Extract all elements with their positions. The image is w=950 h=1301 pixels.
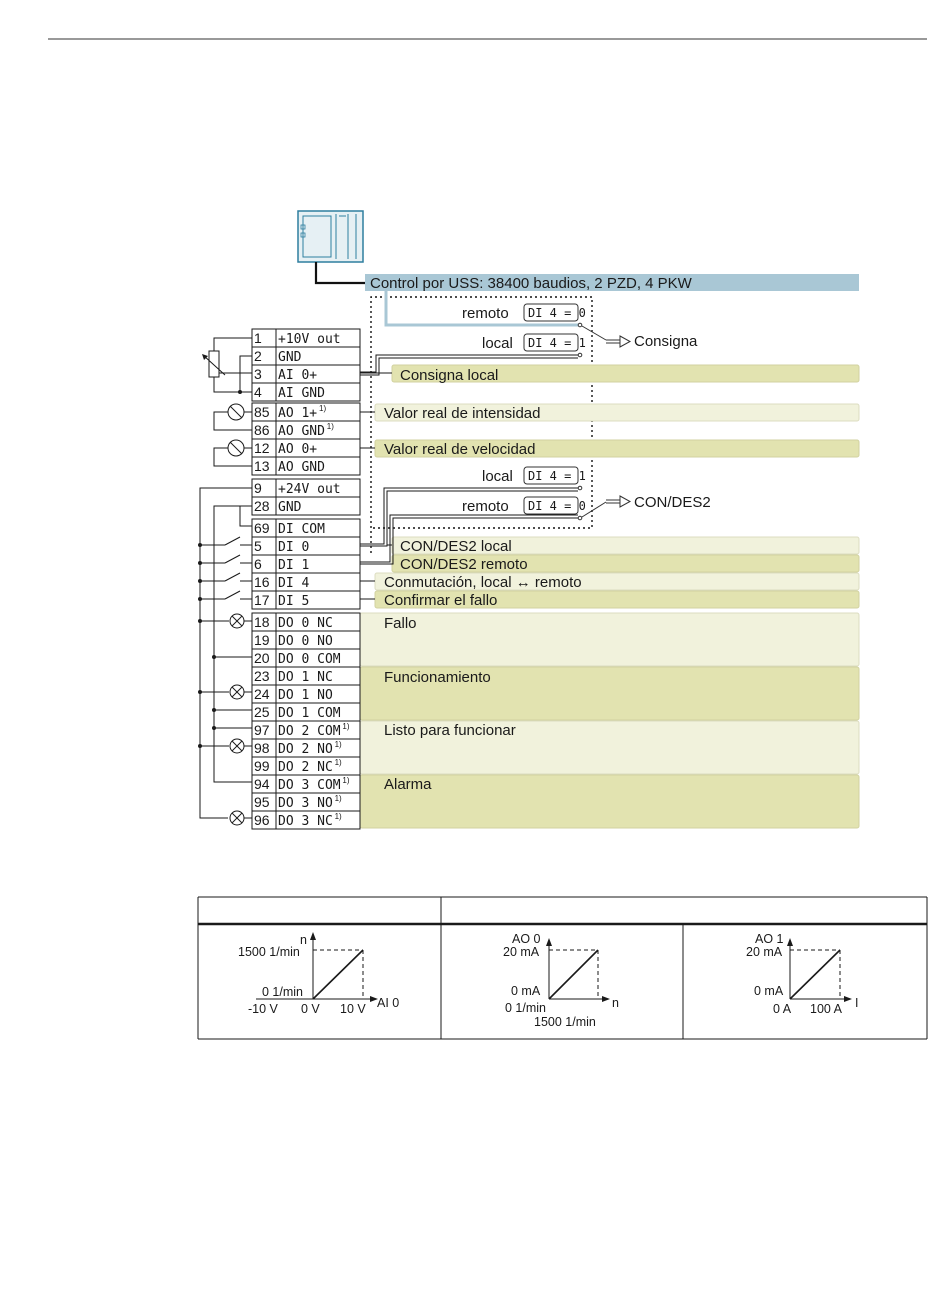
terminal-footnote: 1) [334,758,342,767]
fn-alarma: Alarma [384,776,432,793]
terminal-number: 13 [254,458,270,474]
terminal-number: 6 [254,556,262,572]
terminal-name: GND [278,350,302,365]
ao0-y-zero: 0 mA [511,984,541,998]
ao1-x-zero: 0 A [773,1002,792,1016]
fn-valor-velocidad: Valor real de velocidad [384,441,536,458]
terminal-name: DI 5 [278,594,310,609]
fn-funcionamiento: Funcionamiento [384,669,491,686]
local-label-1: local [482,335,513,352]
fn-valor-intensidad: Valor real de intensidad [384,405,541,422]
fn-confirmar-fallo: Confirmar el fallo [384,592,498,609]
plc-icon [298,211,363,262]
terminal-footnote: 1) [326,422,334,431]
terminal-name: DI 0 [278,540,310,555]
terminal-number: 1 [254,330,262,346]
terminal-name: DO 1 NO [278,688,333,703]
ao0-x-max: 1500 1/min [534,1015,596,1029]
fn-consigna-local: Consigna local [400,367,499,384]
fn-fallo: Fallo [384,615,417,632]
ai0-y-zero: 0 1/min [262,985,303,999]
terminal-name: AO GND [278,424,325,439]
terminal-name: DO 0 NO [278,634,333,649]
ai0-x-zero: 0 V [301,1002,320,1016]
terminal-number: 16 [254,574,270,590]
remoto-label-1: remoto [462,305,509,322]
terminal-name: AI GND [278,386,325,401]
ai0-y-top: 1500 1/min [238,945,300,959]
ai0-y-axis-label: n [300,933,307,947]
terminal-name: DO 3 NC [278,814,333,829]
terminal-name: DI 1 [278,558,310,573]
potentiometer-icon [202,338,252,394]
terminal-name: DO 0 COM [278,652,341,667]
di4-0-label-2: DI 4 = 0 [528,499,586,513]
terminal-name: GND [278,500,302,515]
ao0-y-top: 20 mA [503,945,540,959]
terminal-number: 96 [254,812,270,828]
ao1-scaling-chart [746,932,858,1016]
setpoint-switch [462,304,698,357]
terminal-name: DO 1 COM [278,706,341,721]
ao1-y-zero: 0 mA [754,984,784,998]
terminal-name: DI 4 [278,576,310,591]
terminal-number: 20 [254,650,270,666]
terminal-footnote: 1) [342,722,350,731]
external-wiring [198,338,252,825]
di4-0-label-1: DI 4 = 0 [528,306,586,320]
di4-1-label-1: DI 4 = 1 [528,336,586,350]
condes2-label: CON/DES2 [634,494,711,511]
ao1-x-axis-label: I [855,996,859,1010]
ao1-y-axis-label: AO 1 [755,932,784,946]
terminal-name: DO 3 NO [278,796,333,811]
terminal-footnote: 1) [334,740,342,749]
fn-condes2-local: CON/DES2 local [400,538,512,555]
terminal-number: 12 [254,440,270,456]
ai0-x-min: -10 V [248,1002,278,1016]
terminal-name: DO 0 NC [278,616,333,631]
terminal-name: DO 2 COM [278,724,341,739]
terminal-name: DO 2 NO [278,742,333,757]
ai0-x-axis-label: AI 0 [377,996,400,1010]
terminal-number: 99 [254,758,270,774]
terminal-name: +24V out [278,482,341,497]
terminal-footnote: 1) [334,812,342,821]
terminal-number: 97 [254,722,270,738]
terminal-name: AI 0+ [278,368,318,383]
ao1-meter-icon [214,404,252,430]
terminal-number: 4 [254,384,262,400]
ai0-scaling-chart [238,932,399,1016]
terminal-number: 5 [254,538,262,554]
ao0-y-axis-label: AO 0 [512,932,541,946]
ao0-x-zero: 0 1/min [505,1001,546,1015]
terminal-number: 98 [254,740,270,756]
terminal-strip [252,329,360,829]
fn-condes2-remoto: CON/DES2 remoto [400,556,528,573]
terminal-number: 23 [254,668,270,684]
local-label-2: local [482,468,513,485]
terminal-number: 3 [254,366,262,382]
terminal-number: 28 [254,498,270,514]
terminal-name: DO 2 NC [278,760,333,775]
terminal-number: 2 [254,348,262,364]
terminal-number: 86 [254,422,270,438]
ao1-x-max: 100 A [810,1002,842,1016]
terminal-name: DO 1 NC [278,670,333,685]
terminal-number: 19 [254,632,270,648]
ai0-x-max: 10 V [340,1002,366,1016]
terminal-number: 69 [254,520,270,536]
terminal-name: AO GND [278,460,325,475]
terminal-name: AO 1+ [278,406,318,421]
terminal-name: DI COM [278,522,325,537]
ao1-y-top: 20 mA [746,945,783,959]
terminal-number: 94 [254,776,270,792]
terminal-number: 9 [254,480,262,496]
terminal-footnote: 1) [342,776,350,785]
di-switches [198,537,252,601]
terminal-number: 17 [254,592,270,608]
fn-listo: Listo para funcionar [384,722,516,739]
terminal-number: 85 [254,404,270,420]
terminal-footnote: 1) [319,404,327,413]
terminal-name: +10V out [278,332,341,347]
terminal-number: 24 [254,686,270,702]
uss-cable [316,262,366,283]
remoto-label-2: remoto [462,498,509,515]
terminal-number: 25 [254,704,270,720]
di4-1-label-2: DI 4 = 1 [528,469,586,483]
ao0-scaling-chart [503,932,619,1029]
uss-banner-text: Control por USS: 38400 baudios, 2 PZD, 4 PKW [370,275,692,292]
consigna-label: Consigna [634,333,698,350]
terminal-footnote: 1) [334,794,342,803]
ao0-meter-icon [214,440,252,466]
ao0-x-axis-label: n [612,996,619,1010]
terminal-number: 95 [254,794,270,810]
terminal-number: 18 [254,614,270,630]
do-lamps [198,614,252,825]
terminal-name: DO 3 COM [278,778,341,793]
terminal-name: AO 0+ [278,442,318,457]
condes2-switch [462,467,711,520]
fn-conmutacion: Conmutación, local ↔ remoto [384,574,582,591]
